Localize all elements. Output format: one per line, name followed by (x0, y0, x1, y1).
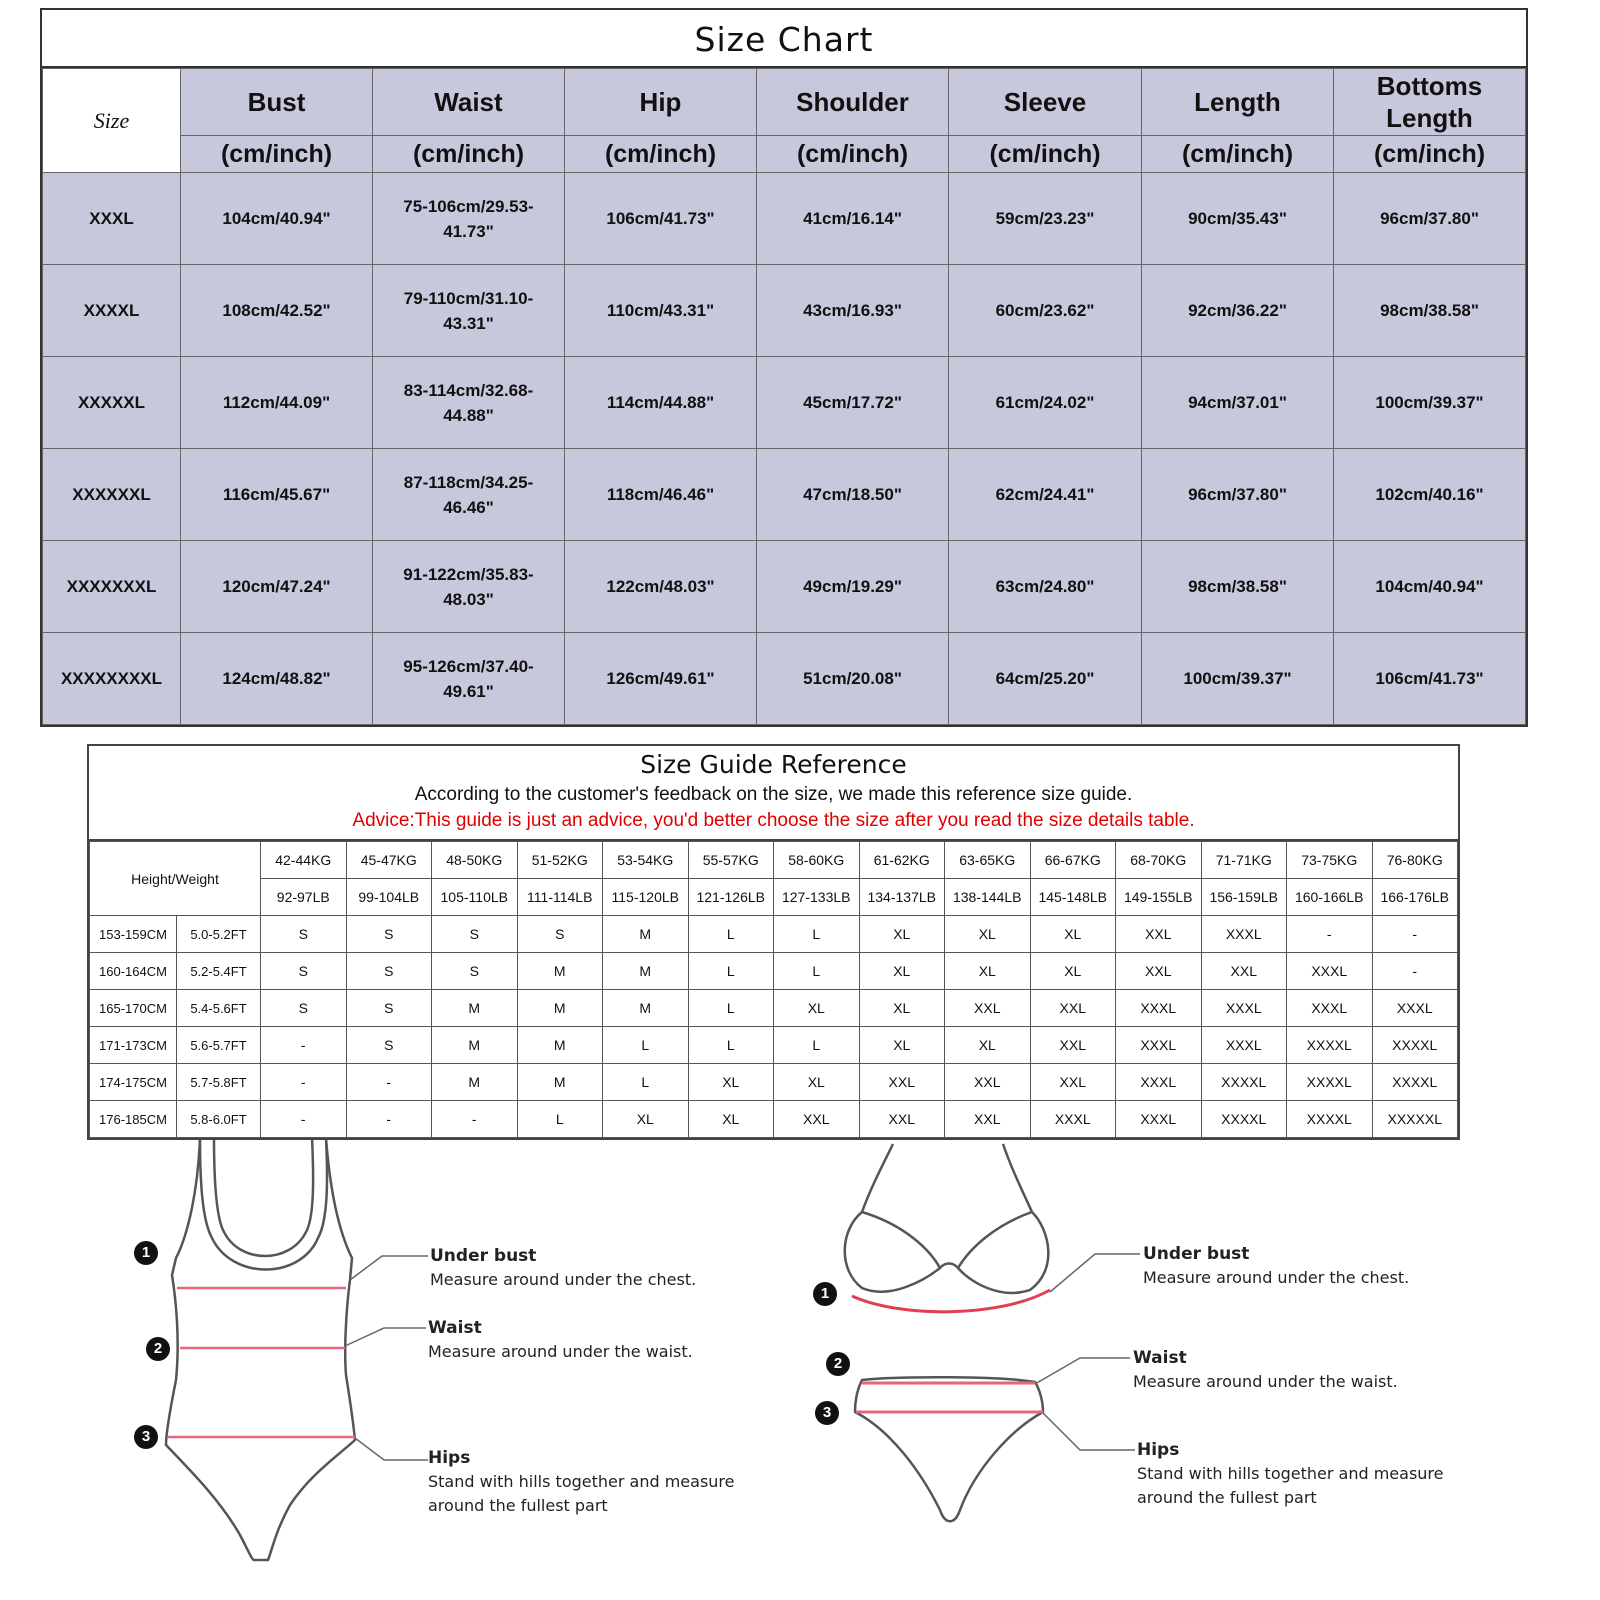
weight-kg-header: 55-57KG (688, 842, 774, 879)
label-title: Waist (428, 1318, 482, 1338)
recommended-size: XXL (1030, 1064, 1116, 1101)
column-unit: (cm/inch) (373, 136, 565, 173)
measurement-diagrams (0, 1140, 1600, 1600)
recommended-size: S (261, 990, 347, 1027)
label-desc: Stand with hills together and measure (428, 1472, 735, 1491)
table-cell: 110cm/43.31" (565, 265, 757, 357)
weight-kg-header: 76-80KG (1372, 842, 1458, 879)
recommended-size: - (1287, 916, 1373, 953)
size-guide-subtitle: According to the customer's feedback on the size, we made this reference size guide. (414, 784, 1133, 805)
weight-kg-header: 61-62KG (859, 842, 945, 879)
column-unit: (cm/inch) (565, 136, 757, 173)
size-guide-header (89, 746, 1458, 841)
recommended-size: XXL (774, 1101, 860, 1138)
recommended-size: XXL (859, 1101, 945, 1138)
table-cell: 49cm/19.29" (757, 541, 949, 633)
column-header-hip: Hip (565, 69, 757, 136)
recommended-size: M (517, 1027, 603, 1064)
height-ft: 5.6-5.7FT (177, 1027, 261, 1064)
table-cell: 43cm/16.93" (757, 265, 949, 357)
recommended-size: L (603, 1027, 689, 1064)
bikini-measure-lines (852, 1290, 1050, 1412)
recommended-size: M (517, 1064, 603, 1101)
weight-kg-header: 66-67KG (1030, 842, 1116, 879)
recommended-size: S (261, 916, 347, 953)
table-row (90, 1101, 1458, 1138)
height-ft: 5.7-5.8FT (177, 1064, 261, 1101)
size-label: XXXXL (43, 265, 181, 357)
table-row (90, 916, 1458, 953)
recommended-size: XL (859, 990, 945, 1027)
size-chart-title: Size Chart (42, 10, 1526, 68)
table-cell: 45cm/17.72" (757, 357, 949, 449)
swimsuit-measure-lines (168, 1288, 355, 1437)
recommended-size: XXL (945, 1064, 1031, 1101)
table-cell: 59cm/23.23" (949, 173, 1142, 265)
recommended-size: XL (1030, 916, 1116, 953)
marker-1: 1 (134, 1241, 158, 1265)
recommended-size: XXXL (1201, 1027, 1287, 1064)
marker-3: 3 (134, 1425, 158, 1449)
recommended-size: XL (1030, 953, 1116, 990)
column-unit: (cm/inch) (1142, 136, 1334, 173)
recommended-size: L (774, 1027, 860, 1064)
table-cell: 104cm/40.94" (181, 173, 373, 265)
recommended-size: XXL (945, 990, 1031, 1027)
marker-3: 3 (815, 1401, 839, 1425)
column-header-bust: Bust (181, 69, 373, 136)
table-row (43, 633, 1526, 725)
table-row (90, 1064, 1458, 1101)
column-unit: (cm/inch) (1334, 136, 1526, 173)
label-title: Under bust (1143, 1244, 1250, 1264)
recommended-size: S (346, 953, 432, 990)
recommended-size: - (261, 1101, 347, 1138)
weight-lb-header: 156-159LB (1201, 879, 1287, 916)
recommended-size: XXL (1201, 953, 1287, 990)
recommended-size: XXXL (1201, 916, 1287, 953)
weight-kg-header: 42-44KG (261, 842, 347, 879)
recommended-size: XXXXL (1287, 1064, 1373, 1101)
label-desc: Stand with hills together and measure (1137, 1464, 1444, 1483)
label-title: Hips (1137, 1440, 1180, 1460)
table-row (90, 953, 1458, 990)
recommended-size: L (688, 1027, 774, 1064)
label-title: Hips (428, 1448, 471, 1468)
recommended-size: S (346, 990, 432, 1027)
table-cell: 60cm/23.62" (949, 265, 1142, 357)
bikini-leader-lines (1035, 1254, 1140, 1450)
label-desc: Measure around under the waist. (428, 1342, 693, 1361)
marker-2: 2 (146, 1337, 170, 1361)
table-cell: 90cm/35.43" (1142, 173, 1334, 265)
table-cell: 75-106cm/29.53-41.73" (373, 173, 565, 265)
table-cell: 100cm/39.37" (1142, 633, 1334, 725)
recommended-size: M (432, 1027, 518, 1064)
weight-kg-header: 68-70KG (1116, 842, 1202, 879)
table-cell: 112cm/44.09" (181, 357, 373, 449)
label-waist (1133, 1346, 1398, 1394)
column-unit: (cm/inch) (757, 136, 949, 173)
height-cm: 153-159CM (90, 916, 177, 953)
recommended-size: XXL (1030, 990, 1116, 1027)
table-cell: 41cm/16.14" (757, 173, 949, 265)
recommended-size: XL (603, 1101, 689, 1138)
height-ft: 5.0-5.2FT (177, 916, 261, 953)
weight-lb-header: 105-110LB (432, 879, 518, 916)
table-cell: 114cm/44.88" (565, 357, 757, 449)
table-cell: 64cm/25.20" (949, 633, 1142, 725)
table-cell: 61cm/24.02" (949, 357, 1142, 449)
table-cell: 100cm/39.37" (1334, 357, 1526, 449)
table-cell: 79-110cm/31.10-43.31" (373, 265, 565, 357)
weight-lb-header: 166-176LB (1372, 879, 1458, 916)
marker-2: 2 (826, 1352, 850, 1376)
recommended-size: - (261, 1064, 347, 1101)
table-row (43, 449, 1526, 541)
weight-kg-header: 58-60KG (774, 842, 860, 879)
recommended-size: XXXL (1116, 1101, 1202, 1138)
recommended-size: XXXXL (1287, 1027, 1373, 1064)
recommended-size: - (1372, 953, 1458, 990)
label-waist (428, 1316, 693, 1364)
recommended-size: XXXL (1116, 990, 1202, 1027)
recommended-size: - (346, 1101, 432, 1138)
table-row (90, 990, 1458, 1027)
recommended-size: M (603, 953, 689, 990)
label-hips (1137, 1438, 1444, 1510)
height-cm: 165-170CM (90, 990, 177, 1027)
recommended-size: M (603, 916, 689, 953)
column-header-length: Length (1142, 69, 1334, 136)
recommended-size: - (432, 1101, 518, 1138)
table-cell: 95-126cm/37.40-49.61" (373, 633, 565, 725)
recommended-size: XXXXL (1372, 1027, 1458, 1064)
recommended-size: M (432, 990, 518, 1027)
recommended-size: XXL (1030, 1027, 1116, 1064)
recommended-size: S (432, 916, 518, 953)
weight-lb-header: 115-120LB (603, 879, 689, 916)
recommended-size: L (603, 1064, 689, 1101)
weight-kg-header: 48-50KG (432, 842, 518, 879)
column-unit: (cm/inch) (181, 136, 373, 173)
weight-lb-header: 138-144LB (945, 879, 1031, 916)
table-cell: 120cm/47.24" (181, 541, 373, 633)
height-ft: 5.8-6.0FT (177, 1101, 261, 1138)
weight-lb-header: 121-126LB (688, 879, 774, 916)
label-desc: Measure around under the chest. (430, 1270, 697, 1289)
column-header-shoulder: Shoulder (757, 69, 949, 136)
height-cm: 160-164CM (90, 953, 177, 990)
recommended-size: S (261, 953, 347, 990)
size-label: XXXXXL (43, 357, 181, 449)
weight-kg-header: 63-65KG (945, 842, 1031, 879)
size-label: XXXXXXXXL (43, 633, 181, 725)
marker-1: 1 (813, 1282, 837, 1306)
recommended-size: XL (945, 916, 1031, 953)
height-ft: 5.2-5.4FT (177, 953, 261, 990)
weight-kg-header: 53-54KG (603, 842, 689, 879)
weight-lb-header: 145-148LB (1030, 879, 1116, 916)
recommended-size: XXXL (1287, 990, 1373, 1027)
column-header-waist: Waist (373, 69, 565, 136)
recommended-size: XL (688, 1064, 774, 1101)
column-unit: (cm/inch) (949, 136, 1142, 173)
weight-lb-header: 111-114LB (517, 879, 603, 916)
label-hips (428, 1446, 735, 1518)
table-cell: 122cm/48.03" (565, 541, 757, 633)
table-cell: 92cm/36.22" (1142, 265, 1334, 357)
recommended-size: L (688, 990, 774, 1027)
weight-lb-header: 149-155LB (1116, 879, 1202, 916)
height-cm: 174-175CM (90, 1064, 177, 1101)
table-row (90, 1027, 1458, 1064)
label-under-bust (430, 1244, 696, 1292)
table-cell: 51cm/20.08" (757, 633, 949, 725)
table-cell: 96cm/37.80" (1334, 173, 1526, 265)
recommended-size: S (346, 916, 432, 953)
weight-lb-header: 134-137LB (859, 879, 945, 916)
recommended-size: XL (945, 1027, 1031, 1064)
table-row (43, 265, 1526, 357)
height-cm: 176-185CM (90, 1101, 177, 1138)
size-label: XXXXXXXL (43, 541, 181, 633)
recommended-size: XL (859, 916, 945, 953)
recommended-size: - (1372, 916, 1458, 953)
table-cell: 104cm/40.94" (1334, 541, 1526, 633)
recommended-size: - (261, 1027, 347, 1064)
table-cell: 102cm/40.16" (1334, 449, 1526, 541)
recommended-size: L (688, 953, 774, 990)
table-cell: 126cm/49.61" (565, 633, 757, 725)
table-cell: 87-118cm/34.25-46.46" (373, 449, 565, 541)
table-cell: 118cm/46.46" (565, 449, 757, 541)
height-cm: 171-173CM (90, 1027, 177, 1064)
recommended-size: M (603, 990, 689, 1027)
table-cell: 91-122cm/35.83-48.03" (373, 541, 565, 633)
recommended-size: XXXL (1287, 953, 1373, 990)
recommended-size: L (517, 1101, 603, 1138)
weight-kg-header: 73-75KG (1287, 842, 1373, 879)
recommended-size: L (688, 916, 774, 953)
table-row (43, 357, 1526, 449)
recommended-size: XXL (859, 1064, 945, 1101)
table-cell: 108cm/42.52" (181, 265, 373, 357)
recommended-size: XXXXL (1287, 1101, 1373, 1138)
height-ft: 5.4-5.6FT (177, 990, 261, 1027)
recommended-size: XL (859, 953, 945, 990)
weight-kg-header: 51-52KG (517, 842, 603, 879)
weight-lb-header: 99-104LB (346, 879, 432, 916)
table-cell: 94cm/37.01" (1142, 357, 1334, 449)
table-cell: 63cm/24.80" (949, 541, 1142, 633)
size-guide-table (89, 841, 1458, 1138)
column-header-bottoms-length: Bottoms Length (1334, 69, 1526, 136)
recommended-size: M (517, 953, 603, 990)
size-guide-title: Size Guide Reference (640, 750, 907, 779)
table-row (43, 173, 1526, 265)
weight-lb-header: 160-166LB (1287, 879, 1373, 916)
recommended-size: XXXL (1116, 1027, 1202, 1064)
swimsuit-outline-icon (166, 1140, 355, 1560)
recommended-size: XXL (1116, 916, 1202, 953)
label-title: Under bust (430, 1246, 537, 1266)
label-under-bust (1143, 1242, 1409, 1290)
size-chart-table (42, 68, 1526, 725)
recommended-size: XXXXL (1372, 1064, 1458, 1101)
size-label: XXXXXXL (43, 449, 181, 541)
label-desc: Measure around under the waist. (1133, 1372, 1398, 1391)
recommended-size: M (432, 1064, 518, 1101)
size-chart (40, 8, 1528, 727)
recommended-size: XXXL (1201, 990, 1287, 1027)
recommended-size: XL (859, 1027, 945, 1064)
size-guide-advice: Advice:This guide is just an advice, you'd better choose the size after you read the size details table. (352, 810, 1195, 831)
weight-kg-header: 71-71KG (1201, 842, 1287, 879)
recommended-size: S (346, 1027, 432, 1064)
size-guide (87, 744, 1460, 1140)
recommended-size: XXXL (1030, 1101, 1116, 1138)
table-cell: 116cm/45.67" (181, 449, 373, 541)
recommended-size: S (517, 916, 603, 953)
weight-kg-header: 45-47KG (346, 842, 432, 879)
recommended-size: L (774, 953, 860, 990)
recommended-size: XXXL (1116, 1064, 1202, 1101)
recommended-size: XL (945, 953, 1031, 990)
table-cell: 62cm/24.41" (949, 449, 1142, 541)
table-cell: 98cm/38.58" (1142, 541, 1334, 633)
recommended-size: M (517, 990, 603, 1027)
table-cell: 96cm/37.80" (1142, 449, 1334, 541)
bikini-outline-icon (845, 1144, 1049, 1521)
label-title: Waist (1133, 1348, 1187, 1368)
height-weight-header: Height/Weight (90, 842, 261, 916)
table-cell: 124cm/48.82" (181, 633, 373, 725)
table-cell: 83-114cm/32.68-44.88" (373, 357, 565, 449)
recommended-size: XXXL (1372, 990, 1458, 1027)
size-label: XXXL (43, 173, 181, 265)
label-desc: around the fullest part (1137, 1488, 1317, 1507)
recommended-size: XXXXXL (1372, 1101, 1458, 1138)
label-desc: Measure around under the chest. (1143, 1268, 1410, 1287)
table-row (43, 541, 1526, 633)
table-cell: 106cm/41.73" (565, 173, 757, 265)
recommended-size: XL (774, 1064, 860, 1101)
weight-lb-header: 127-133LB (774, 879, 860, 916)
column-header-sleeve: Sleeve (949, 69, 1142, 136)
recommended-size: XL (774, 990, 860, 1027)
recommended-size: XXXXL (1201, 1101, 1287, 1138)
recommended-size: XXL (1116, 953, 1202, 990)
size-column-header: Size (43, 69, 181, 173)
recommended-size: XXL (945, 1101, 1031, 1138)
recommended-size: XXXXL (1201, 1064, 1287, 1101)
weight-lb-header: 92-97LB (261, 879, 347, 916)
table-cell: 98cm/38.58" (1334, 265, 1526, 357)
table-cell: 106cm/41.73" (1334, 633, 1526, 725)
recommended-size: XL (688, 1101, 774, 1138)
label-desc: around the fullest part (428, 1496, 608, 1515)
table-cell: 47cm/18.50" (757, 449, 949, 541)
recommended-size: - (346, 1064, 432, 1101)
recommended-size: S (432, 953, 518, 990)
recommended-size: L (774, 916, 860, 953)
swimsuit-leader-lines (345, 1256, 428, 1460)
